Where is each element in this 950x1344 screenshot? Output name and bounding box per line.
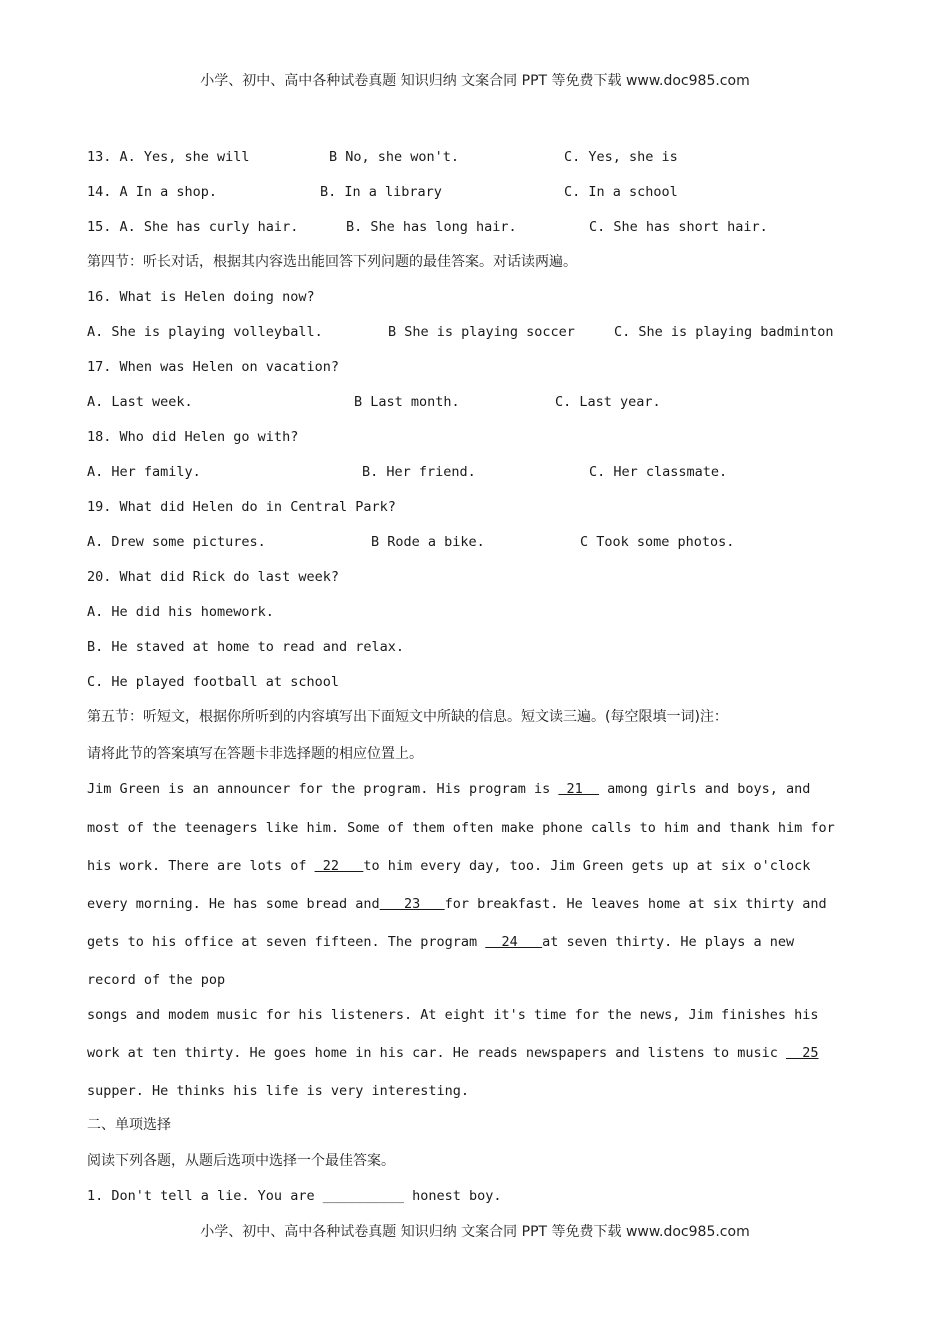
- blank-22: 22: [314, 858, 364, 874]
- q18-option-a: A. Her family.: [87, 464, 201, 480]
- part-2-question-1: 1. Don't tell a lie. You are __________ honest boy.: [87, 1188, 502, 1204]
- q20-option-b: B. He staved at home to read and relax.: [87, 639, 404, 655]
- section-4-instructions: 第四节：听长对话，根据其内容选出能回答下列问题的最佳答案。对话读两遍。: [87, 254, 577, 270]
- q19-option-c: C Took some photos.: [580, 534, 735, 550]
- blank-23: 23: [379, 896, 445, 912]
- q16-option-a: A. She is playing volleyball.: [87, 324, 323, 340]
- q13-option-a: 13. A. Yes, she will: [87, 149, 250, 165]
- part-2-title: 二、单项选择: [87, 1117, 171, 1133]
- part-2-instructions: 阅读下列各题，从题后选项中选择一个最佳答案。: [87, 1153, 395, 1169]
- blank-24: 24: [485, 934, 543, 950]
- q13-option-c: C. Yes, she is: [564, 149, 678, 165]
- q17-question: 17. When was Helen on vacation?: [87, 359, 339, 375]
- q16-option-c: C. She is playing badminton: [614, 324, 834, 340]
- q13-option-b: B No, she won't.: [329, 149, 460, 165]
- q18-option-b: B. Her friend.: [362, 464, 476, 480]
- q17-option-c: C. Last year.: [555, 394, 661, 410]
- q19-question: 19. What did Helen do in Central Park?: [87, 499, 396, 515]
- q14-option-b: B. In a library: [320, 184, 442, 200]
- question-1-blank: __________: [322, 1188, 404, 1204]
- section-5-instructions: 第五节：听短文，根据你所听到的内容填写出下面短文中所缺的信息。短文读三遍。(每空限填一词)注：: [87, 709, 728, 725]
- passage-line-8: work at ten thirty. He goes home in his car. He reads newspapers and listens to music 25: [87, 1045, 819, 1061]
- blank-21: 21: [558, 781, 600, 797]
- blank-25: 25: [785, 1045, 819, 1061]
- passage-line-3: his work. There are lots of 22 to him every day, too. Jim Green gets up at six o'clock: [87, 858, 811, 874]
- q14-option-c: C. In a school: [564, 184, 678, 200]
- page-header: 小学、初中、高中各种试卷真题 知识归纳 文案合同 PPT 等免费下载 www.doc985.com: [200, 73, 750, 89]
- q16-question: 16. What is Helen doing now?: [87, 289, 315, 305]
- q20-option-a: A. He did his homework.: [87, 604, 274, 620]
- passage-line-7: songs and modem music for his listeners. At eight it's time for the news, Jim finishes his: [87, 1007, 819, 1023]
- q19-option-b: B Rode a bike.: [371, 534, 485, 550]
- passage-line-1: Jim Green is an announcer for the program. His program is 21 among girls and boys, and: [87, 781, 811, 797]
- passage-line-9: supper. He thinks his life is very interesting.: [87, 1083, 470, 1099]
- passage-line-6: record of the pop: [87, 972, 226, 988]
- passage-line-4: every morning. He has some bread and 23 for breakfast. He leaves home at six thirty and: [87, 896, 827, 912]
- q20-option-c: C. He played football at school: [87, 674, 339, 690]
- q18-option-c: C. Her classmate.: [589, 464, 728, 480]
- q18-question: 18. Who did Helen go with?: [87, 429, 299, 445]
- q15-option-a: 15. A. She has curly hair.: [87, 219, 299, 235]
- q15-option-b: B. She has long hair.: [346, 219, 517, 235]
- q20-question: 20. What did Rick do last week?: [87, 569, 339, 585]
- section-5-note: 请将此节的答案填写在答题卡非选择题的相应位置上。: [87, 746, 423, 762]
- q15-option-c: C. She has short hair.: [589, 219, 768, 235]
- q14-option-a: 14. A In a shop.: [87, 184, 218, 200]
- q16-option-b: B She is playing soccer: [388, 324, 575, 340]
- q17-option-a: A. Last week.: [87, 394, 193, 410]
- q17-option-b: B Last month.: [354, 394, 460, 410]
- page-footer: 小学、初中、高中各种试卷真题 知识归纳 文案合同 PPT 等免费下载 www.doc985.com: [200, 1224, 750, 1240]
- passage-line-5: gets to his office at seven fifteen. The program 24 at seven thirty. He plays a new: [87, 934, 795, 950]
- q19-option-a: A. Drew some pictures.: [87, 534, 266, 550]
- passage-line-2: most of the teenagers like him. Some of them often make phone calls to him and thank him for: [87, 820, 835, 836]
